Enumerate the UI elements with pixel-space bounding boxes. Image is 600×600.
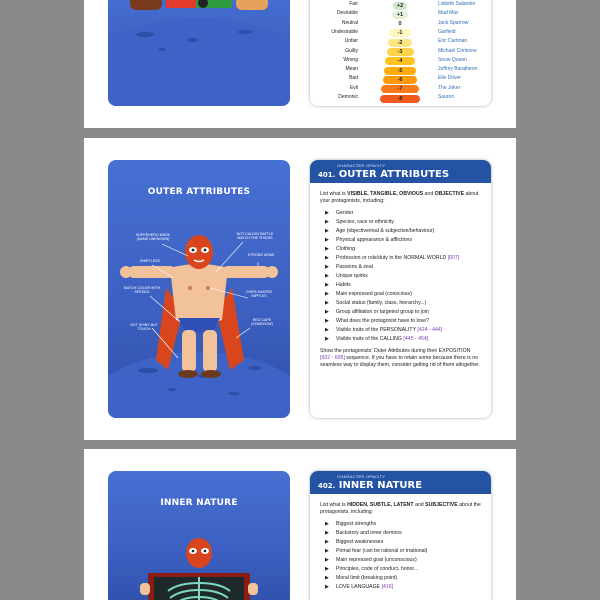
bullet-arrow-icon: ▶: [325, 237, 329, 243]
list-item-text: Unique quirks: [336, 273, 368, 279]
character-link[interactable]: Elle Driver: [438, 75, 462, 82]
annotation-cape: RED CAPE (SOMEHOW): [251, 318, 273, 327]
character-link[interactable]: Jack Sparrow: [438, 19, 469, 26]
outro-paragraph: Show the protagonists' Outer Attributes during their EXPOSITION [602 - 605] sequence. If you have to retain some because there is no seamless way to display them, consider getting rid of them altogether.: [320, 348, 481, 368]
character-link[interactable]: Lisbeth Salander: [438, 1, 476, 7]
list-item: [320, 218, 481, 227]
scale-value-bar: -3: [387, 48, 414, 56]
scale-row: [310, 66, 491, 75]
character-link[interactable]: The Joker: [438, 84, 461, 91]
bullet-arrow-icon: ▶: [325, 282, 329, 288]
list-item-text: Visible traits of the CALLING: [336, 336, 404, 342]
scale-label: Demonic: [338, 94, 358, 100]
list-item: [320, 317, 481, 326]
character-link[interactable]: Snow Queen: [438, 56, 467, 63]
scale-label: Wrong: [343, 56, 358, 63]
list-item: [320, 209, 481, 218]
bullet-arrow-icon: ▶: [325, 309, 329, 315]
text-card-outer-attributes: [310, 160, 491, 418]
scale-row: [310, 1, 491, 10]
list-item-text: Profession or role/duty in the NORMAL WORLD: [336, 255, 448, 261]
bullet-arrow-icon: ▶: [325, 575, 329, 581]
annotation-battle: NOT CALLED BATTLE MATCH THE THIGHS: [236, 232, 274, 241]
header-number: 401.: [318, 171, 336, 179]
header-title: OUTER ATTRIBUTES: [338, 169, 450, 180]
list-item: [320, 326, 481, 335]
annotation-speedo: MATCH COLOR WITH SPEEDO: [123, 286, 161, 295]
reference-link[interactable]: [416]: [381, 584, 394, 590]
intro-paragraph: List what is HIDDEN, SUBTLE, LATENT and SUBJECTIVE about the protagonists, including:: [320, 502, 481, 515]
header-title-row: [318, 480, 483, 491]
list-item: [320, 272, 481, 281]
character-link[interactable]: Mad Max: [438, 10, 459, 17]
list-item-text: Clothing: [336, 246, 356, 252]
list-item-text: Primal fear (can be rational or irrational): [336, 548, 428, 554]
list-item-text: Biggest strengths: [336, 521, 377, 527]
list-item-text: Gender: [336, 210, 354, 216]
list-item: [320, 281, 481, 290]
bullet-arrow-icon: ▶: [325, 530, 329, 536]
bullet-arrow-icon: ▶: [325, 228, 329, 234]
list-item: [320, 236, 481, 245]
scale-value-bar: -5: [384, 67, 416, 75]
scale-row: [310, 38, 491, 47]
text-card-inner-nature: [310, 471, 491, 600]
scale-row: [310, 85, 491, 94]
header-title-row: [318, 169, 483, 180]
bullet-arrow-icon: ▶: [325, 300, 329, 306]
header-number: 402.: [318, 482, 336, 490]
bullet-arrow-icon: ▶: [325, 584, 329, 590]
bullet-arrow-icon: ▶: [325, 548, 329, 554]
character-link[interactable]: Eric Cartman: [438, 38, 468, 45]
list-item: [320, 227, 481, 236]
reference-link[interactable]: [445 - 454]: [403, 336, 429, 342]
character-feet-illustration: [108, 0, 290, 18]
character-link[interactable]: Garfield: [438, 28, 456, 35]
scale-row: [310, 57, 491, 66]
list-item: [320, 538, 481, 547]
bullet-arrow-icon: ▶: [325, 273, 329, 279]
xray-luchador-illustration: [108, 471, 290, 600]
scale-row: [310, 48, 491, 57]
annotation-tough: NOT SHINY BUT TOUGH: [130, 323, 158, 332]
list-item-text: Species, race or ethnicity: [336, 219, 394, 225]
scale-row: [310, 29, 491, 38]
list-item: [320, 547, 481, 556]
reference-link[interactable]: [424 - 444]: [417, 327, 443, 333]
scale-label: Bad: [349, 75, 358, 82]
illustration-card-outer-attributes: [108, 160, 290, 418]
scale-label: Guilty: [345, 47, 358, 54]
list-item-text: Main expressed goal (conscious): [336, 291, 412, 297]
bullet-arrow-icon: ▶: [325, 210, 329, 216]
list-item-text: Age (objective/real & subjective/behaviour): [336, 228, 435, 234]
scale-label: Mean: [345, 66, 358, 73]
list-item: [320, 245, 481, 254]
scale-value-bar: -2: [388, 39, 412, 47]
list-item-text: What does the protagonist have to lose?: [336, 318, 429, 324]
bullet-arrow-icon: ▶: [325, 557, 329, 563]
bullet-arrow-icon: ▶: [325, 219, 329, 225]
annotation-nipples: OVER-SHAPED NIPPLES: [245, 290, 273, 299]
scale-row: [310, 20, 491, 29]
scale-value-bar: -1: [389, 29, 411, 37]
list-item: [320, 335, 481, 344]
list-item-text: Backstory and inner demons: [336, 530, 402, 536]
list-item: [320, 263, 481, 272]
annotation-arms: STRONG ARMS: [247, 253, 275, 257]
annotation-shirtless: SHIRTLESS: [140, 259, 160, 263]
page-3: [84, 449, 516, 600]
list-item: [320, 574, 481, 583]
scale-value-bar: +1: [392, 11, 409, 19]
bullet-arrow-icon: ▶: [325, 566, 329, 572]
bullet-arrow-icon: ▶: [325, 264, 329, 270]
moon-surface: [108, 18, 290, 106]
character-link[interactable]: Sauron: [438, 94, 455, 100]
list-item-text: Principles, code of conduct, honor...: [336, 566, 419, 572]
card-header: [310, 160, 491, 183]
scale-label: Fair: [349, 1, 358, 7]
card-body: [320, 502, 481, 596]
scale-row: [310, 10, 491, 19]
list-item-text: Physical appearance & afflictions: [336, 237, 413, 243]
header-category: CHARACTER OPACITY: [337, 474, 386, 479]
scale-row: [310, 75, 491, 84]
scale-value-bar: -8: [380, 95, 420, 103]
page-2: [84, 138, 516, 440]
list-item: [320, 520, 481, 529]
list-item: [320, 290, 481, 299]
card-body: [320, 191, 481, 369]
list-item-text: LOVE LANGUAGE: [336, 584, 382, 590]
scale-value-bar: -7: [381, 85, 418, 93]
bullet-arrow-icon: ▶: [325, 246, 329, 252]
bullet-arrow-icon: ▶: [325, 318, 329, 324]
list-item-text: Moral limit (breaking point): [336, 575, 398, 581]
intro-paragraph: List what is VISIBLE, TANGIBLE, OBVIOUS and OBJECTIVE about your protagonists, including:: [320, 191, 479, 204]
page-1: [84, 0, 516, 128]
scale-value-bar: +2: [393, 2, 407, 10]
bullet-arrow-icon: ▶: [325, 336, 329, 342]
list-item: [320, 299, 481, 308]
bullet-arrow-icon: ▶: [325, 521, 329, 527]
scale-row: [310, 94, 491, 103]
card-header: [310, 471, 491, 494]
list-item-text: Visible traits of the PERSONALITY: [336, 327, 418, 333]
illustration-card-inner-nature: [108, 471, 290, 600]
bullet-arrow-icon: ▶: [325, 327, 329, 333]
scale-value-bar: -4: [385, 57, 415, 65]
bullet-arrow-icon: ▶: [325, 291, 329, 297]
annotation-mask: SUPERHERO MASK (NAME UNKNOWN): [136, 233, 170, 242]
illustration-card-1: [108, 0, 290, 106]
attribute-list: [320, 209, 481, 344]
scale-label: Desirable: [336, 10, 358, 17]
header-title: INNER NATURE: [338, 480, 423, 491]
scale-value-bar: -6: [383, 76, 418, 84]
list-item-text: Biggest weaknesses: [336, 539, 384, 545]
scale-label: Evil: [349, 84, 358, 91]
art-title: INNER NATURE: [160, 498, 238, 508]
bullet-arrow-icon: ▶: [325, 539, 329, 545]
list-item-text: Social status (family, class, hierarchy...): [336, 300, 427, 306]
scale-label: Undesirable: [331, 28, 358, 35]
character-link[interactable]: Joffrey Baratheon: [438, 66, 478, 73]
scale-value-bar: 0: [390, 20, 409, 28]
list-item: [320, 529, 481, 538]
list-item: [320, 308, 481, 317]
scale-label: Neutral: [341, 19, 358, 26]
art-title: OUTER ATTRIBUTES: [147, 187, 251, 197]
list-item: [320, 565, 481, 574]
scale-card: [310, 0, 491, 106]
list-item-text: Group affiliation or targeted group to join: [336, 309, 429, 315]
bullet-arrow-icon: ▶: [325, 255, 329, 261]
reference-link[interactable]: [607]: [447, 255, 460, 261]
list-item: [320, 254, 481, 263]
scale-label: Unfair: [344, 38, 358, 45]
list-item-text: Main repressed goal (unconscious): [336, 557, 417, 563]
list-item-text: Habits: [336, 282, 351, 288]
list-item: [320, 556, 481, 565]
nature-list: [320, 520, 481, 592]
list-item: [320, 583, 481, 592]
list-item-text: Passions & zeal: [336, 264, 373, 270]
character-link[interactable]: Michael Corleone: [438, 47, 477, 54]
header-category: CHARACTER OPACITY: [337, 163, 386, 168]
